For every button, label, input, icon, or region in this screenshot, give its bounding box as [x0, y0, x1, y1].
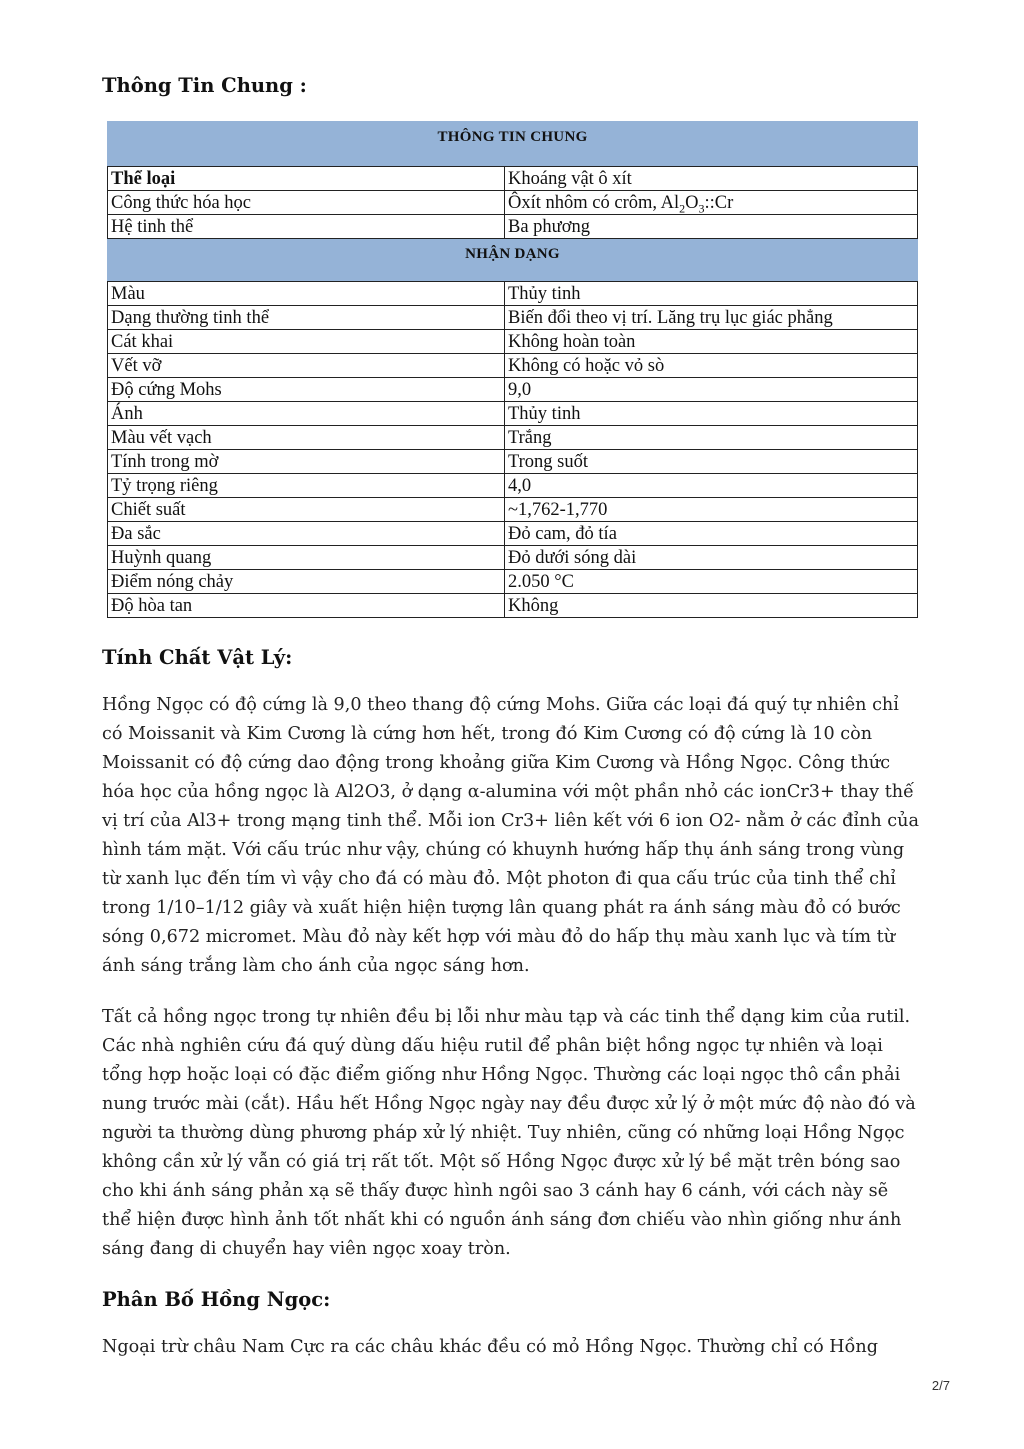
- table-cell-value: Ba phương: [505, 215, 918, 239]
- table-cell-value: Khoáng vật ô xít: [505, 167, 918, 191]
- mineral-info-table: [107, 121, 918, 618]
- table-cell-value: Trong suốt: [505, 450, 918, 474]
- table-row: [108, 474, 918, 498]
- table-cell-value: ~1,762-1,770: [505, 498, 918, 522]
- table-cell-value: Không: [505, 594, 918, 618]
- table-cell-label: Điểm nóng chảy: [108, 570, 505, 594]
- table-cell-value: Biến đổi theo vị trí. Lăng trụ lục giác phẳng: [505, 306, 918, 330]
- table-section-title-identification: NHẬN DẠNG: [108, 239, 918, 282]
- table-cell-label: Huỳnh quang: [108, 546, 505, 570]
- table-cell-value: Trắng: [505, 426, 918, 450]
- table-row: [108, 282, 918, 306]
- table-cell-value: Không hoàn toàn: [505, 330, 918, 354]
- table-row: [108, 306, 918, 330]
- table-row: [108, 450, 918, 474]
- paragraph-physical-2: Tất cả hồng ngọc trong tự nhiên đều bị lỗi như màu tạp và các tinh thể dạng kim của rutil. Các nhà nghiên cứu đá quý dùng dấu hiệu rutil để phân biệt hồng ngọc tự nhiên và loại tổng hợp hoặc loại có đặc điểm giống như Hồng Ngọc. Thường các loại ngọc thô cần phải nung trước mài (cắt). Hầu hết Hồng Ngọc ngày nay đều được xử lý ở một mức độ nào đó và người ta thường dùng phương pháp xử lý nhiệt. Tuy nhiên, cũng có những loại Hồng Ngọc không cần xử lý vẫn có giá trị rất tốt. Một số Hồng Ngọc được xử lý bề mặt trên bóng sao cho khi ánh sáng phản xạ sẽ thấy được hình ngôi sao 3 cánh hay 6 cánh, với cách này sẽ thể hiện được hình ảnh tốt nhất khi có nguồn ánh sáng đơn chiếu vào nhìn giống như ánh sáng đang di chuyển hay viên ngọc xoay tròn.: [102, 1007, 916, 1259]
- section-heading-general: Thông Tin Chung :: [102, 74, 307, 97]
- table-row: [108, 378, 918, 402]
- table-row: [108, 167, 918, 191]
- table-cell-label: Vết vỡ: [108, 354, 505, 378]
- table-cell-label: Màu: [108, 282, 505, 306]
- table-cell-label: Cát khai: [108, 330, 505, 354]
- table-cell-label: Độ cứng Mohs: [108, 378, 505, 402]
- table-cell-value-formula: [505, 191, 918, 215]
- table-cell-value: Đỏ cam, đỏ tía: [505, 522, 918, 546]
- section-heading-distribution: Phân Bố Hồng Ngọc:: [102, 1288, 331, 1311]
- formula-sub-1: 2: [679, 201, 686, 215]
- table-cell-value: Không có hoặc vỏ sò: [505, 354, 918, 378]
- table-section-row-identification: [108, 239, 918, 282]
- paragraph-distribution-1: Ngoại trừ châu Nam Cực ra các châu khác đều có mỏ Hồng Ngọc. Thường chỉ có Hồng: [102, 1337, 878, 1357]
- table-row: [108, 522, 918, 546]
- table-cell-label: Đa sắc: [108, 522, 505, 546]
- table-cell-label: Chiết suất: [108, 498, 505, 522]
- formula-sub-2: 3: [698, 201, 705, 215]
- table-row: [108, 498, 918, 522]
- section-heading-physical: Tính Chất Vật Lý:: [102, 646, 293, 669]
- table-cell-label: Tính trong mờ: [108, 450, 505, 474]
- formula-suffix: ::Cr: [704, 192, 734, 213]
- paragraph-physical-1: Hồng Ngọc có độ cứng là 9,0 theo thang độ cứng Mohs. Giữa các loại đá quý tự nhiên chỉ có Moissanit và Kim Cương là cứng hơn hết, trong đó Kim Cương có độ cứng là 10 còn Moissanit có độ cứng dao động trong khoảng giữa Kim Cương và Hồng Ngọc. Công thức hóa học của hồng ngọc là Al2O3, ở dạng α-alumina với một phần nhỏ các ionCr3+ thay thế vị trí của Al3+ trong mạng tinh thể. Mỗi ion Cr3+ liên kết với 6 ion O2- nằm ở các đỉnh của hình tám mặt. Với cấu trúc như vậy, chúng có khuynh hướng hấp thụ ánh sáng trong vùng từ xanh lục đến tím vì vậy cho đá có màu đỏ. Một photon đi qua cấu trúc của tinh thể chỉ trong 1/10–1/12 giây và xuất hiện hiện tượng lân quang phát ra ánh sáng màu đỏ có bước sóng 0,672 micromet. Màu đỏ này kết hợp với màu đỏ do hấp thụ màu xanh lục và tím từ ánh sáng trắng làm cho ánh của ngọc sáng hơn.: [102, 695, 919, 976]
- document-page: [102, 60, 922, 1384]
- table-cell-value: Đỏ dưới sóng dài: [505, 546, 918, 570]
- table-section-title-general: THÔNG TIN CHUNG: [108, 122, 918, 167]
- table-cell-value: 2.050 °C: [505, 570, 918, 594]
- table-cell-value: 9,0: [505, 378, 918, 402]
- table-cell-value: Thủy tinh: [505, 282, 918, 306]
- table-cell-label: Ánh: [108, 402, 505, 426]
- table-row: [108, 330, 918, 354]
- table-cell-label: Công thức hóa học: [108, 191, 505, 215]
- table-cell-label: Thể loại: [108, 167, 505, 191]
- table-row: [108, 546, 918, 570]
- table-row: [108, 570, 918, 594]
- table-cell-value: Thủy tinh: [505, 402, 918, 426]
- table-row: [108, 215, 918, 239]
- table-cell-label: Tỷ trọng riêng: [108, 474, 505, 498]
- formula-prefix: Ôxít nhôm có crôm, Al: [508, 192, 680, 213]
- table-row: [108, 426, 918, 450]
- table-cell-value: 4,0: [505, 474, 918, 498]
- table-row: [108, 594, 918, 618]
- table-section-row-general: [108, 122, 918, 167]
- table-cell-label: Màu vết vạch: [108, 426, 505, 450]
- table-row: [108, 191, 918, 215]
- table-cell-label: Dạng thường tinh thể: [108, 306, 505, 330]
- table-row: [108, 402, 918, 426]
- table-row: [108, 354, 918, 378]
- formula-mid: O: [685, 192, 699, 213]
- table-cell-label: Hệ tinh thể: [108, 215, 505, 239]
- page-number: 2/7: [931, 1378, 950, 1393]
- table-cell-label: Độ hòa tan: [108, 594, 505, 618]
